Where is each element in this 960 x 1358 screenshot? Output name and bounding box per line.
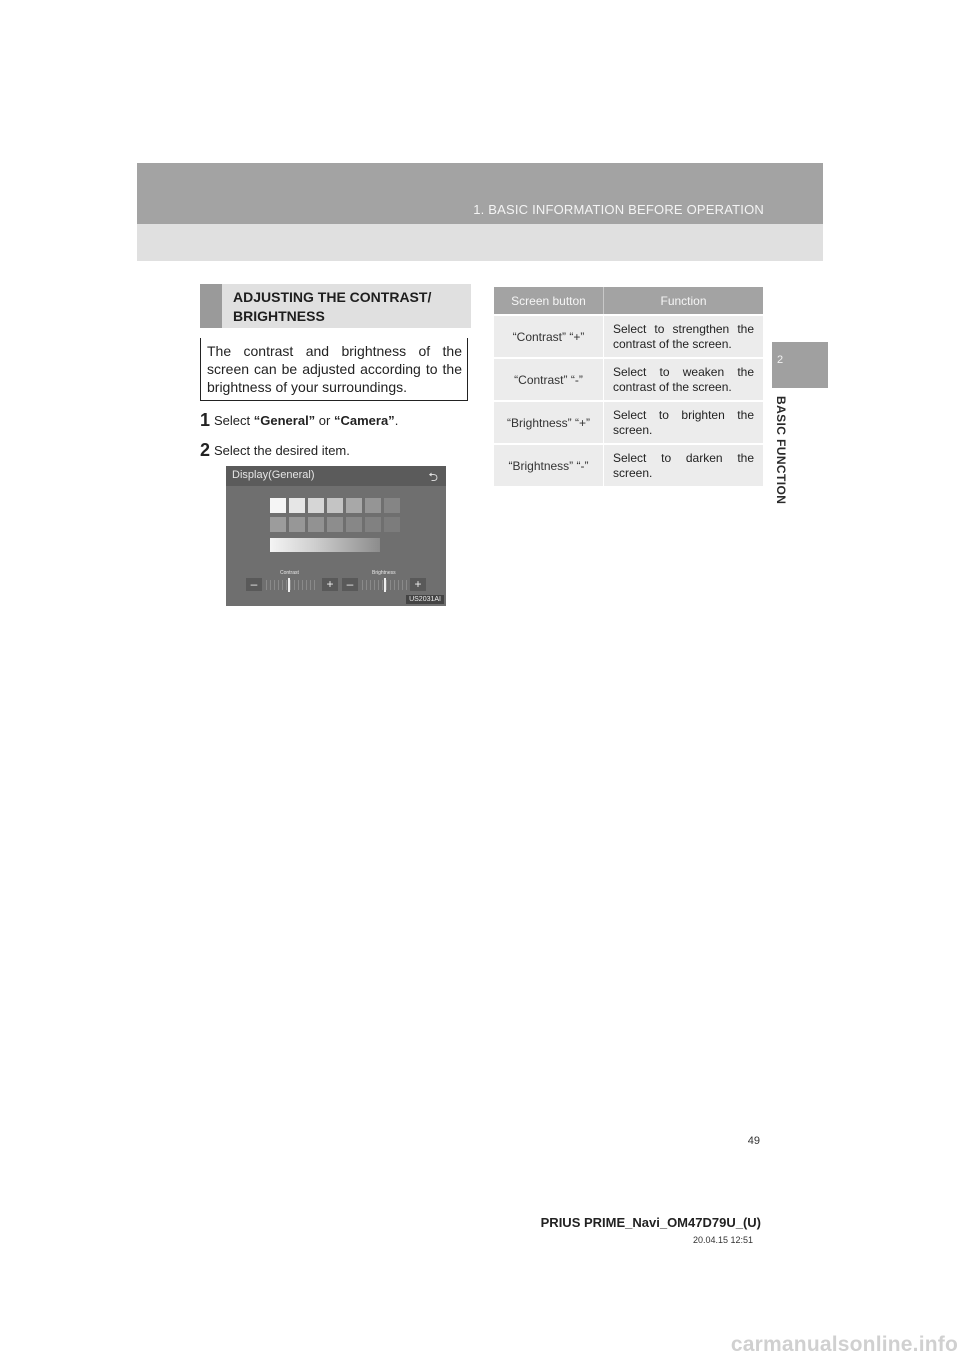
side-tab-label: BASIC FUNCTION: [774, 396, 788, 505]
table-row: [494, 315, 763, 358]
figure-code: US2031AI: [406, 595, 444, 604]
brightness-slider-knob[interactable]: [384, 578, 386, 592]
screen-button-cell: “Brightness” “-”: [494, 444, 604, 486]
swatch: [308, 498, 324, 513]
intro-box: The contrast and brightness of the screen can be adjusted according to the brightness of your surroundings.: [200, 338, 468, 401]
step-2: [200, 440, 350, 461]
swatch: [327, 517, 343, 532]
swatch: [384, 498, 400, 513]
swatch: [289, 517, 305, 532]
general-option-label: “General”: [253, 413, 316, 428]
column-header: Screen button: [494, 287, 604, 315]
function-cell: Select to brighten the screen.: [604, 401, 764, 444]
column-header: Function: [604, 287, 764, 315]
table-row: [494, 401, 763, 444]
swatch: [365, 517, 381, 532]
page-number: 49: [747, 1135, 760, 1147]
table-row: [494, 444, 763, 486]
swatch: [308, 517, 324, 532]
brightness-slider[interactable]: [362, 580, 414, 590]
function-cell: Select to darken the screen.: [604, 444, 764, 486]
screen-title: Display(General): [232, 469, 315, 481]
function-cell: Select to strengthen the contrast of the screen.: [604, 315, 764, 358]
step-text: .: [394, 413, 399, 428]
swatch: [327, 498, 343, 513]
contrast-plus-button[interactable]: +: [322, 578, 338, 591]
swatch: [289, 498, 305, 513]
step-text: Select the desired item.: [214, 443, 350, 458]
step-text: or: [315, 413, 334, 428]
step-number: 2: [200, 440, 211, 460]
document-id: PRIUS PRIME_Navi_OM47D79U_(U): [540, 1215, 761, 1230]
screen-button-cell: “Contrast” “-”: [494, 358, 604, 401]
watermark[interactable]: carmanualsonline.info: [730, 1333, 958, 1356]
section-heading: [200, 284, 471, 328]
swatch: [365, 498, 381, 513]
brightness-plus-button[interactable]: +: [410, 578, 426, 591]
step-1: [200, 410, 398, 431]
camera-option-label: “Camera”: [333, 413, 395, 428]
function-table: [494, 287, 763, 486]
display-screenshot: [226, 466, 446, 606]
brightness-minus-button[interactable]: –: [342, 578, 358, 591]
table-row: [494, 358, 763, 401]
step-number: 1: [200, 410, 211, 430]
contrast-slider[interactable]: [266, 580, 318, 590]
swatch: [346, 498, 362, 513]
gray-gradient: [270, 538, 380, 552]
table-header-row: [494, 287, 763, 315]
step-text: Select: [214, 413, 254, 428]
screen-button-cell: “Brightness” “+”: [494, 401, 604, 444]
function-cell: Select to weaken the contrast of the screen.: [604, 358, 764, 401]
print-timestamp: 20.04.15 12:51: [692, 1235, 753, 1245]
chapter-title: 1. BASIC INFORMATION BEFORE OPERATION: [473, 202, 764, 217]
back-arrow-icon[interactable]: ⮌: [428, 470, 438, 484]
section-heading-text: ADJUSTING THE CONTRAST/ BRIGHTNESS: [233, 289, 432, 324]
header-subband: [137, 224, 823, 261]
brightness-label: Brightness: [372, 570, 396, 576]
swatch: [384, 517, 400, 532]
screen-button-cell: “Contrast” “+”: [494, 315, 604, 358]
swatch: [270, 517, 286, 532]
contrast-minus-button[interactable]: –: [246, 578, 262, 591]
side-tab-number: 2: [777, 354, 784, 366]
swatch: [270, 498, 286, 513]
swatch: [346, 517, 362, 532]
contrast-label: Contrast: [280, 570, 299, 576]
section-heading-marker: [200, 284, 222, 328]
contrast-slider-knob[interactable]: [288, 578, 290, 592]
